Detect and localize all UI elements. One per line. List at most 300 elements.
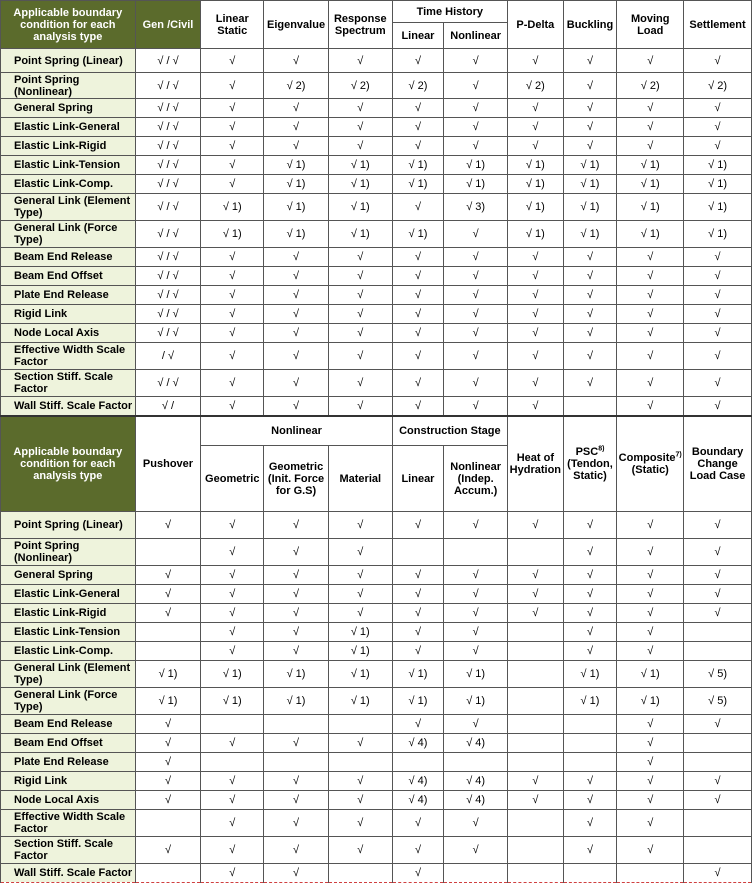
- table-cell: √: [563, 370, 617, 397]
- table-cell: √: [617, 772, 684, 791]
- table-cell: √: [135, 604, 201, 623]
- table-cell: √ 1): [264, 156, 329, 175]
- table-cell: [135, 539, 201, 566]
- table-cell: √: [617, 370, 684, 397]
- table-cell: √: [563, 73, 617, 99]
- table-cell: √: [201, 267, 264, 286]
- table-cell: [508, 753, 564, 772]
- table-cell: √: [508, 566, 564, 585]
- table-cell: √: [444, 715, 508, 734]
- table-cell: √: [201, 118, 264, 137]
- table-cell: √: [264, 286, 329, 305]
- table-cell: √: [444, 604, 508, 623]
- table-cell: √ / √: [135, 370, 201, 397]
- table-cell: √: [563, 286, 617, 305]
- table-cell: √ 1): [563, 194, 617, 221]
- table-cell: √: [444, 837, 508, 864]
- table-cell: √: [264, 343, 329, 370]
- table-cell: [508, 810, 564, 837]
- table-cell: √: [392, 810, 444, 837]
- table-row: [1, 49, 752, 73]
- row-label: Beam End Release: [1, 248, 136, 267]
- table-cell: [563, 753, 617, 772]
- table-cell: √: [328, 343, 392, 370]
- table-cell: √ 1): [392, 175, 444, 194]
- table-cell: √: [328, 397, 392, 416]
- table-cell: √ 2): [508, 73, 564, 99]
- table-row: [1, 194, 752, 221]
- row-label: Point Spring (Nonlinear): [1, 539, 136, 566]
- table-cell: √: [328, 305, 392, 324]
- table-cell: √: [508, 248, 564, 267]
- row-label: Effective Width Scale Factor: [1, 810, 136, 837]
- table-cell: √: [617, 734, 684, 753]
- table-cell: √: [508, 286, 564, 305]
- table-cell: √ 1): [684, 175, 752, 194]
- table-cell: √: [328, 370, 392, 397]
- table-row: [1, 248, 752, 267]
- table-cell: √ 1): [264, 661, 329, 688]
- table-cell: √ 1): [508, 194, 564, 221]
- table-cell: √: [264, 248, 329, 267]
- row-label: Section Stiff. Scale Factor: [1, 370, 136, 397]
- table-row: [1, 370, 752, 397]
- row-label: Wall Stiff. Scale Factor: [1, 397, 136, 416]
- table-cell: [563, 397, 617, 416]
- table-cell: √ / √: [135, 73, 201, 99]
- table-cell: √: [264, 566, 329, 585]
- table-cell: √: [684, 566, 752, 585]
- table-cell: √: [392, 715, 444, 734]
- row-label: Beam End Offset: [1, 734, 136, 753]
- table-cell: √: [135, 566, 201, 585]
- table-cell: √: [563, 49, 617, 73]
- table-cell: √: [201, 642, 264, 661]
- row-label: Plate End Release: [1, 753, 136, 772]
- table-cell: √: [201, 566, 264, 585]
- table-cell: √: [684, 397, 752, 416]
- composite-note: 7): [675, 451, 682, 459]
- row-label: Effective Width Scale Factor: [1, 343, 136, 370]
- row-label: Point Spring (Linear): [1, 512, 136, 539]
- table-cell: √: [444, 512, 508, 539]
- table-cell: √: [264, 370, 329, 397]
- row-label: Elastic Link-Rigid: [1, 137, 136, 156]
- table-cell: √: [508, 343, 564, 370]
- table-cell: √: [617, 49, 684, 73]
- table-cell: √: [617, 715, 684, 734]
- table-cell: √: [201, 175, 264, 194]
- row-label: General Spring: [1, 566, 136, 585]
- table-cell: √ 1): [328, 642, 392, 661]
- table-cell: √: [684, 512, 752, 539]
- table-cell: √: [444, 267, 508, 286]
- table-cell: √: [328, 772, 392, 791]
- table-cell: √: [444, 623, 508, 642]
- table-cell: √: [201, 837, 264, 864]
- table-cell: √: [264, 734, 329, 753]
- table-cell: √: [617, 753, 684, 772]
- table-cell: √: [563, 248, 617, 267]
- table-cell: √: [201, 604, 264, 623]
- table-cell: √: [264, 267, 329, 286]
- table-cell: √ 1): [617, 194, 684, 221]
- table-cell: √: [617, 539, 684, 566]
- table-cell: √: [563, 642, 617, 661]
- table-cell: √: [508, 585, 564, 604]
- table-cell: √ / √: [135, 156, 201, 175]
- table-cell: √ / √: [135, 99, 201, 118]
- table-cell: √: [508, 772, 564, 791]
- table-cell: √: [617, 137, 684, 156]
- table-cell: √: [264, 305, 329, 324]
- table-cell: √: [563, 267, 617, 286]
- table-cell: √: [444, 49, 508, 73]
- table-cell: √: [684, 118, 752, 137]
- table-cell: [328, 715, 392, 734]
- table-cell: √: [617, 343, 684, 370]
- table-cell: √: [684, 604, 752, 623]
- header-eigenvalue: Eigenvalue: [264, 1, 329, 49]
- table-cell: √ / √: [135, 175, 201, 194]
- table-cell: √: [563, 837, 617, 864]
- table-cell: √: [264, 324, 329, 343]
- table-cell: √: [201, 734, 264, 753]
- table-cell: √: [392, 604, 444, 623]
- table-cell: √: [684, 137, 752, 156]
- table-cell: √: [508, 370, 564, 397]
- table-cell: √: [684, 305, 752, 324]
- table-cell: [328, 753, 392, 772]
- table-cell: √ / √: [135, 118, 201, 137]
- table-cell: √: [617, 324, 684, 343]
- table-cell: [201, 715, 264, 734]
- table-cell: √ 1): [684, 221, 752, 248]
- table-cell: √: [617, 642, 684, 661]
- table-cell: √ 1): [264, 688, 329, 715]
- table-cell: √: [135, 772, 201, 791]
- table-cell: √ 1): [617, 221, 684, 248]
- table-cell: [392, 753, 444, 772]
- table-cell: √: [264, 604, 329, 623]
- table-cell: √: [328, 734, 392, 753]
- table-cell: √: [508, 791, 564, 810]
- table-row: [1, 286, 752, 305]
- table-cell: √: [201, 864, 264, 883]
- table-cell: √ 1): [444, 661, 508, 688]
- table-cell: √: [444, 73, 508, 99]
- table-cell: √: [617, 791, 684, 810]
- table-cell: √: [201, 772, 264, 791]
- table-cell: √: [563, 343, 617, 370]
- table-cell: √: [392, 194, 444, 221]
- table-cell: √ / √: [135, 305, 201, 324]
- header-time-history: Time History: [392, 1, 507, 23]
- table-cell: √: [328, 137, 392, 156]
- table-cell: √: [684, 791, 752, 810]
- table-cell: √: [617, 623, 684, 642]
- table-cell: √: [201, 343, 264, 370]
- table-cell: √: [617, 99, 684, 118]
- table-cell: √ 5): [684, 688, 752, 715]
- table-cell: √: [135, 753, 201, 772]
- table-cell: √: [392, 118, 444, 137]
- table-cell: [328, 864, 392, 883]
- table-cell: [508, 837, 564, 864]
- table-cell: [563, 734, 617, 753]
- table-cell: √: [444, 118, 508, 137]
- table-cell: √: [684, 539, 752, 566]
- table-cell: √ 1): [563, 688, 617, 715]
- table-cell: √: [563, 539, 617, 566]
- table-cell: √ 1): [508, 156, 564, 175]
- table-cell: √: [617, 248, 684, 267]
- table-cell: √: [392, 864, 444, 883]
- table-cell: [392, 539, 444, 566]
- table-cell: √: [392, 370, 444, 397]
- table-cell: √: [328, 791, 392, 810]
- table-row: [1, 566, 752, 585]
- table-cell: √: [264, 118, 329, 137]
- table-cell: √: [201, 623, 264, 642]
- table-row: [1, 539, 752, 566]
- row-label: Point Spring (Nonlinear): [1, 73, 136, 99]
- table-row: [1, 118, 752, 137]
- table-cell: [684, 810, 752, 837]
- table-cell: √: [264, 810, 329, 837]
- table-row: [1, 137, 752, 156]
- table-cell: [563, 715, 617, 734]
- table-cell: √: [508, 49, 564, 73]
- table-row: [1, 305, 752, 324]
- row-label: General Link (Force Type): [1, 688, 136, 715]
- table-cell: √: [444, 324, 508, 343]
- table-cell: √ 4): [444, 734, 508, 753]
- table-cell: √ / √: [135, 137, 201, 156]
- header-response-spectrum: Response Spectrum: [328, 1, 392, 49]
- table-cell: √: [563, 791, 617, 810]
- header-boundary-change: Boundary Change Load Case: [684, 416, 752, 512]
- table-cell: √: [264, 512, 329, 539]
- table-row: [1, 324, 752, 343]
- table-cell: √: [684, 267, 752, 286]
- table-cell: [508, 715, 564, 734]
- header-nonlinear-geometric-init: Geometric (Init. Force for G.S): [264, 446, 329, 512]
- table-cell: [684, 734, 752, 753]
- table-cell: √ 1): [392, 221, 444, 248]
- table-cell: √ 1): [617, 156, 684, 175]
- table-cell: √: [563, 623, 617, 642]
- table-cell: √ 1): [392, 688, 444, 715]
- table1-corner-header: Applicable boundary condition for each analysis type: [1, 1, 136, 49]
- table-row: [1, 604, 752, 623]
- table-cell: √: [201, 137, 264, 156]
- table-row: [1, 267, 752, 286]
- table-cell: √: [444, 305, 508, 324]
- table-cell: √: [444, 397, 508, 416]
- table-cell: √ 1): [444, 175, 508, 194]
- table-cell: √: [328, 604, 392, 623]
- table-cell: √: [563, 810, 617, 837]
- table-row: [1, 791, 752, 810]
- table-cell: [684, 642, 752, 661]
- table-cell: √ 1): [328, 194, 392, 221]
- table-cell: √ 1): [201, 221, 264, 248]
- table-cell: √ 2): [328, 73, 392, 99]
- header-settlement: Settlement: [684, 1, 752, 49]
- table-cell: √ 1): [328, 221, 392, 248]
- table-cell: √: [508, 397, 564, 416]
- table-cell: √: [392, 248, 444, 267]
- row-label: General Link (Element Type): [1, 194, 136, 221]
- row-label: Beam End Offset: [1, 267, 136, 286]
- table-cell: √ / √: [135, 324, 201, 343]
- table-cell: √: [563, 604, 617, 623]
- table-cell: √: [508, 267, 564, 286]
- table-cell: √: [201, 49, 264, 73]
- table-cell: √: [328, 585, 392, 604]
- table-cell: √: [264, 772, 329, 791]
- table-cell: [135, 642, 201, 661]
- header-time-history-linear: Linear: [392, 23, 444, 49]
- row-label: Beam End Release: [1, 715, 136, 734]
- table-cell: √: [135, 585, 201, 604]
- table-cell: √ 1): [135, 661, 201, 688]
- table-cell: √: [328, 267, 392, 286]
- table-cell: [444, 753, 508, 772]
- table-cell: [508, 642, 564, 661]
- header-construction-stage: Construction Stage: [392, 416, 507, 446]
- table-cell: √: [135, 512, 201, 539]
- table-cell: [508, 623, 564, 642]
- table-cell: √: [444, 221, 508, 248]
- table-cell: √: [508, 324, 564, 343]
- header-p-delta: P-Delta: [508, 1, 564, 49]
- table-row: [1, 175, 752, 194]
- psc-note: 8): [598, 445, 605, 453]
- table-cell: √: [444, 286, 508, 305]
- table-cell: √: [328, 837, 392, 864]
- psc-sub-label: (Tendon, Static): [567, 457, 613, 482]
- table-cell: √: [617, 397, 684, 416]
- table-cell: [508, 734, 564, 753]
- table-cell: √: [328, 810, 392, 837]
- table-cell: √: [201, 156, 264, 175]
- table-cell: √: [444, 370, 508, 397]
- table-cell: [135, 623, 201, 642]
- table-cell: √: [617, 305, 684, 324]
- table-cell: √: [392, 566, 444, 585]
- header-linear-static: Linear Static: [201, 1, 264, 49]
- table-cell: √ 2): [264, 73, 329, 99]
- table-cell: √: [392, 324, 444, 343]
- table-cell: √ 1): [508, 175, 564, 194]
- table-cell: √: [392, 49, 444, 73]
- table-cell: √ 1): [135, 688, 201, 715]
- table-cell: √: [444, 810, 508, 837]
- table-cell: √: [264, 791, 329, 810]
- table-cell: √: [392, 623, 444, 642]
- table-row: [1, 661, 752, 688]
- table-cell: √: [264, 837, 329, 864]
- table-cell: √: [392, 642, 444, 661]
- table-cell: √: [201, 248, 264, 267]
- table-cell: [508, 864, 564, 883]
- table-cell: √: [563, 585, 617, 604]
- table-cell: √: [392, 267, 444, 286]
- table-cell: √: [201, 539, 264, 566]
- table-cell: √ 1): [617, 688, 684, 715]
- table-cell: √: [264, 137, 329, 156]
- table-cell: √: [328, 118, 392, 137]
- table-cell: √: [563, 512, 617, 539]
- table-row: [1, 512, 752, 539]
- table-cell: √: [135, 734, 201, 753]
- table-cell: √: [563, 566, 617, 585]
- table-cell: √ 1): [444, 688, 508, 715]
- table-cell: √: [617, 604, 684, 623]
- table-cell: / √: [135, 343, 201, 370]
- row-label: Plate End Release: [1, 286, 136, 305]
- table-cell: √: [264, 49, 329, 73]
- table-cell: √: [684, 864, 752, 883]
- table-cell: √: [201, 370, 264, 397]
- table-row: [1, 837, 752, 864]
- table-row: [1, 688, 752, 715]
- table-cell: √: [684, 324, 752, 343]
- table-cell: √ / √: [135, 49, 201, 73]
- table-cell: √: [563, 324, 617, 343]
- table-cell: √: [617, 118, 684, 137]
- table-cell: √: [392, 343, 444, 370]
- table-row: [1, 156, 752, 175]
- table-cell: √ 1): [563, 175, 617, 194]
- table-cell: √: [684, 585, 752, 604]
- table-cell: [508, 661, 564, 688]
- table-cell: √ 1): [328, 175, 392, 194]
- table-cell: √: [617, 286, 684, 305]
- table-cell: √: [264, 99, 329, 118]
- table-cell: √ 1): [328, 661, 392, 688]
- table-cell: √ 1): [264, 175, 329, 194]
- table-row: [1, 753, 752, 772]
- header-moving-load: Moving Load: [617, 1, 684, 49]
- table-cell: √ / √: [135, 267, 201, 286]
- table-row: [1, 642, 752, 661]
- table-cell: √: [392, 305, 444, 324]
- table-row: [1, 585, 752, 604]
- table-cell: √ 1): [201, 194, 264, 221]
- header-psc: [563, 416, 617, 512]
- table-row: [1, 810, 752, 837]
- table-cell: √: [392, 512, 444, 539]
- table-cell: √: [264, 585, 329, 604]
- table-cell: √: [563, 772, 617, 791]
- table-cell: √ 1): [392, 156, 444, 175]
- row-label: General Link (Element Type): [1, 661, 136, 688]
- table-cell: √ 1): [563, 221, 617, 248]
- row-label: Elastic Link-General: [1, 585, 136, 604]
- table-cell: √: [135, 837, 201, 864]
- table-cell: √: [444, 585, 508, 604]
- table-cell: √ 1): [563, 661, 617, 688]
- header-composite: [617, 416, 684, 512]
- header-construction-linear: Linear: [392, 446, 444, 512]
- table-cell: √: [201, 324, 264, 343]
- table-cell: √: [392, 286, 444, 305]
- table-cell: √: [684, 343, 752, 370]
- row-label: Elastic Link-General: [1, 118, 136, 137]
